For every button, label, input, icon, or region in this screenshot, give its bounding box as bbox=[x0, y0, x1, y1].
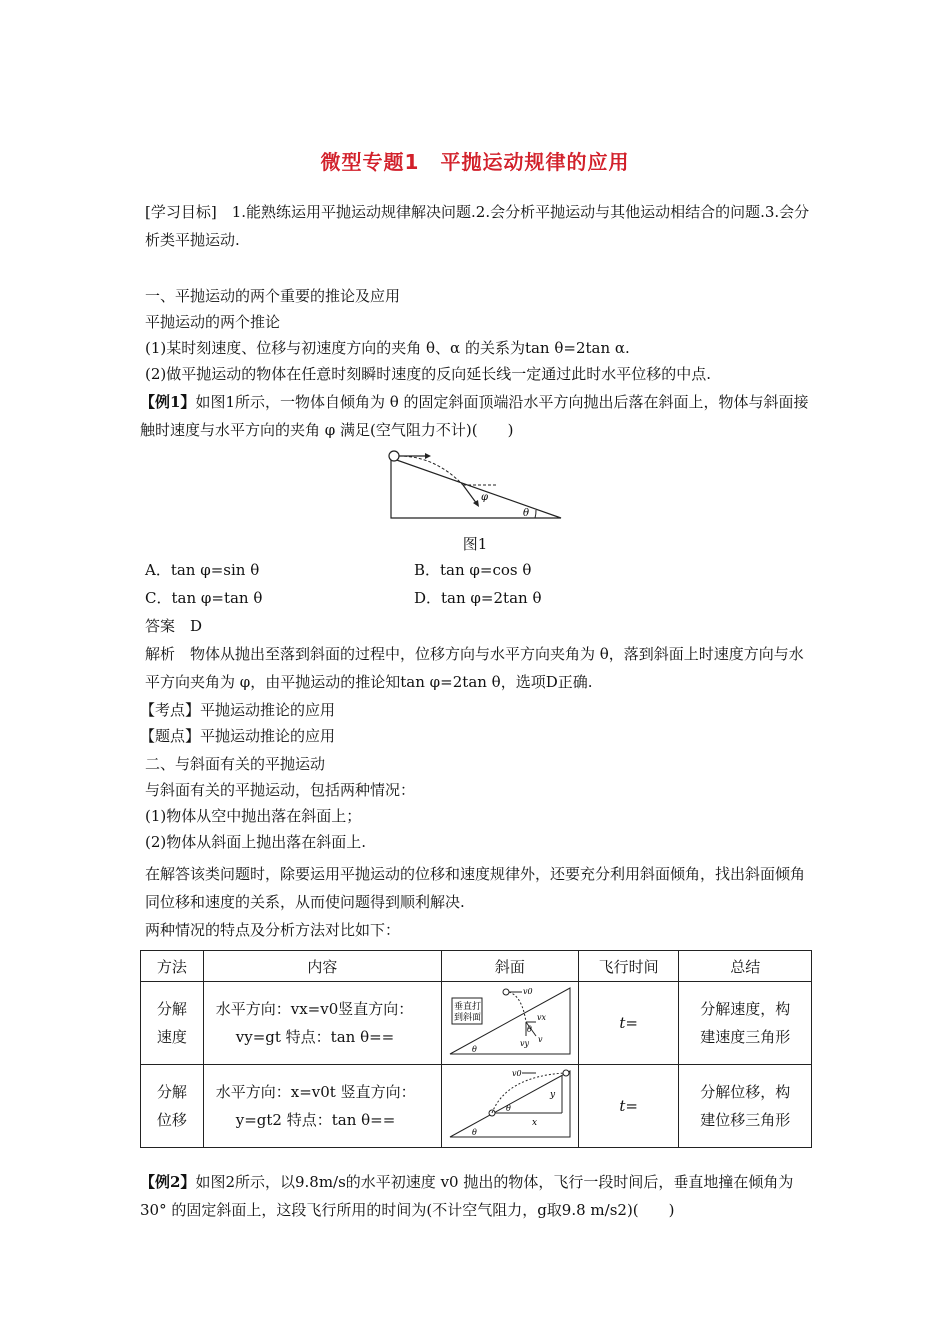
time-cell: t= bbox=[578, 982, 679, 1065]
vy-label: vy bbox=[519, 1039, 529, 1048]
displacement-slope-diagram bbox=[446, 1067, 574, 1141]
method-cell bbox=[141, 1065, 204, 1148]
option-b: B．tan φ=cos θ bbox=[414, 561, 532, 579]
header-content: 内容 bbox=[203, 951, 441, 982]
theta-label: θ bbox=[471, 1045, 477, 1054]
option-d: D．tan φ=2tan θ bbox=[414, 589, 542, 607]
content-cell bbox=[203, 982, 441, 1065]
vx-label: vx bbox=[536, 1013, 546, 1022]
summary-line: 建位移三角形 bbox=[700, 1111, 791, 1129]
box-line: 垂直打 bbox=[453, 1002, 481, 1012]
ball bbox=[389, 451, 399, 461]
comparison-table bbox=[140, 950, 812, 1148]
box-line: 到斜面 bbox=[453, 1013, 481, 1023]
arrow-head bbox=[473, 500, 479, 507]
option-c: C．tan φ=tan θ bbox=[145, 589, 263, 607]
x-label: x bbox=[531, 1118, 537, 1128]
v0-label: v0 bbox=[511, 1069, 522, 1078]
section1-heading: 一、平抛运动的两个重要的推论及应用 bbox=[145, 287, 401, 305]
method-cell bbox=[141, 982, 204, 1065]
theta-label: θ bbox=[526, 1025, 532, 1034]
phi-label: φ bbox=[481, 492, 489, 503]
content-line: 水平方向：vx=v0竖直方向： bbox=[215, 1000, 414, 1018]
theta-label: θ bbox=[523, 508, 530, 519]
summary-line: 分解速度，构 bbox=[700, 1000, 791, 1018]
example2-text: 如图2所示，以9.8m/s的水平初速度 v0 抛出的物体，飞行一段时间后，垂直地撞在倾角为30° 的固定斜面上，这段飞行所用的时间为(不计空气阻力，g取9.8 m/s2)( ) bbox=[140, 1173, 794, 1219]
summary-cell bbox=[679, 982, 812, 1065]
section1-point1: (1)某时刻速度、位移与初速度方向的夹角 θ、α 的关系为tan θ=2tan α. bbox=[145, 339, 630, 357]
method-line: 位移 bbox=[156, 1111, 187, 1129]
slope-figure-cell bbox=[441, 1065, 578, 1148]
method-line: 速度 bbox=[156, 1028, 187, 1046]
method-line: 分解 bbox=[156, 1083, 187, 1101]
header-method: 方法 bbox=[141, 951, 204, 982]
content-line: 水平方向：x=v0t 竖直方向： bbox=[215, 1083, 416, 1101]
header-slope: 斜面 bbox=[441, 951, 578, 982]
theta-label: θ bbox=[471, 1128, 477, 1137]
theta-label: θ bbox=[505, 1104, 511, 1113]
summary-line: 分解位移，构 bbox=[700, 1083, 791, 1101]
arrow-head bbox=[425, 453, 431, 459]
table-row bbox=[141, 1065, 812, 1148]
table-header-row bbox=[141, 951, 812, 982]
section2-intro: 与斜面有关的平抛运动，包括两种情况： bbox=[145, 781, 416, 799]
v-label: v bbox=[537, 1035, 543, 1044]
angle-arc bbox=[535, 510, 536, 518]
analysis: 解析 物体从抛出至落到斜面的过程中，位移方向与水平方向夹角为 θ，落到斜面上时速度方向与水平方向夹角为 φ，由平抛运动的推论知tan φ=2tan θ，选项D正确. bbox=[145, 645, 804, 691]
header-summary: 总结 bbox=[679, 951, 812, 982]
example1-text: 如图1所示，一物体自倾角为 θ 的固定斜面顶端沿水平方向抛出后落在斜面上，物体与斜面接触时速度与水平方向的夹角 φ 满足(空气阻力不计)( ) bbox=[140, 393, 809, 439]
kaodian: 【考点】平抛运动推论的应用 bbox=[140, 701, 336, 719]
slope-figure-cell bbox=[441, 982, 578, 1065]
summary-cell bbox=[679, 1065, 812, 1148]
learning-objectives: [学习目标] 1.能熟练运用平抛运动规律解决问题.2.会分析平抛运动与其他运动相结合的问题.3.会分析类平抛运动. bbox=[145, 203, 810, 249]
example2-question bbox=[140, 1168, 815, 1224]
section1-subheading: 平抛运动的两个推论 bbox=[145, 313, 281, 331]
tidian: 【题点】平抛运动推论的应用 bbox=[140, 727, 336, 745]
content-line: y=gt2 特点：tan θ== bbox=[235, 1111, 396, 1129]
example1-question bbox=[140, 388, 815, 444]
table-row bbox=[141, 982, 812, 1065]
content-cell bbox=[203, 1065, 441, 1148]
ball-end bbox=[563, 1070, 569, 1076]
section2-heading: 二、与斜面有关的平抛运动 bbox=[145, 755, 326, 773]
section2-compare-intro: 两种情况的特点及分析方法对比如下： bbox=[145, 921, 401, 939]
method-line: 分解 bbox=[156, 1000, 187, 1018]
section2-method: 在解答该类问题时，除要运用平抛运动的位移和速度规律外，还要充分利用斜面倾角，找出斜面倾角同位移和速度的关系，从而使问题得到顺利解决. bbox=[145, 865, 806, 911]
slope-triangle bbox=[391, 458, 561, 518]
section2-case1: (1)物体从空中抛出落在斜面上； bbox=[145, 807, 362, 825]
page-title: 微型专题1 平抛运动规律的应用 bbox=[320, 150, 630, 174]
v0-label: v0 bbox=[522, 987, 533, 996]
example2-label: 【例2】 bbox=[140, 1173, 196, 1191]
ball bbox=[503, 989, 509, 995]
figure1-diagram bbox=[385, 448, 565, 524]
header-time: 飞行时间 bbox=[578, 951, 679, 982]
content-line: vy=gt 特点：tan θ== bbox=[235, 1028, 395, 1046]
summary-line: 建速度三角形 bbox=[700, 1028, 791, 1046]
section2-case2: (2)物体从斜面上抛出落在斜面上. bbox=[145, 833, 367, 851]
example1-label: 【例1】 bbox=[140, 393, 196, 411]
option-a: A．tan φ=sin θ bbox=[145, 561, 260, 579]
y-label: y bbox=[549, 1090, 555, 1100]
figure1-caption: 图1 bbox=[462, 535, 488, 553]
time-cell: t= bbox=[578, 1065, 679, 1148]
velocity-slope-diagram bbox=[446, 984, 574, 1058]
section1-point2: (2)做平抛运动的物体在任意时刻瞬时速度的反向延长线一定通过此时水平位移的中点. bbox=[145, 365, 712, 383]
answer: 答案 D bbox=[145, 617, 203, 635]
trajectory bbox=[509, 992, 526, 1022]
